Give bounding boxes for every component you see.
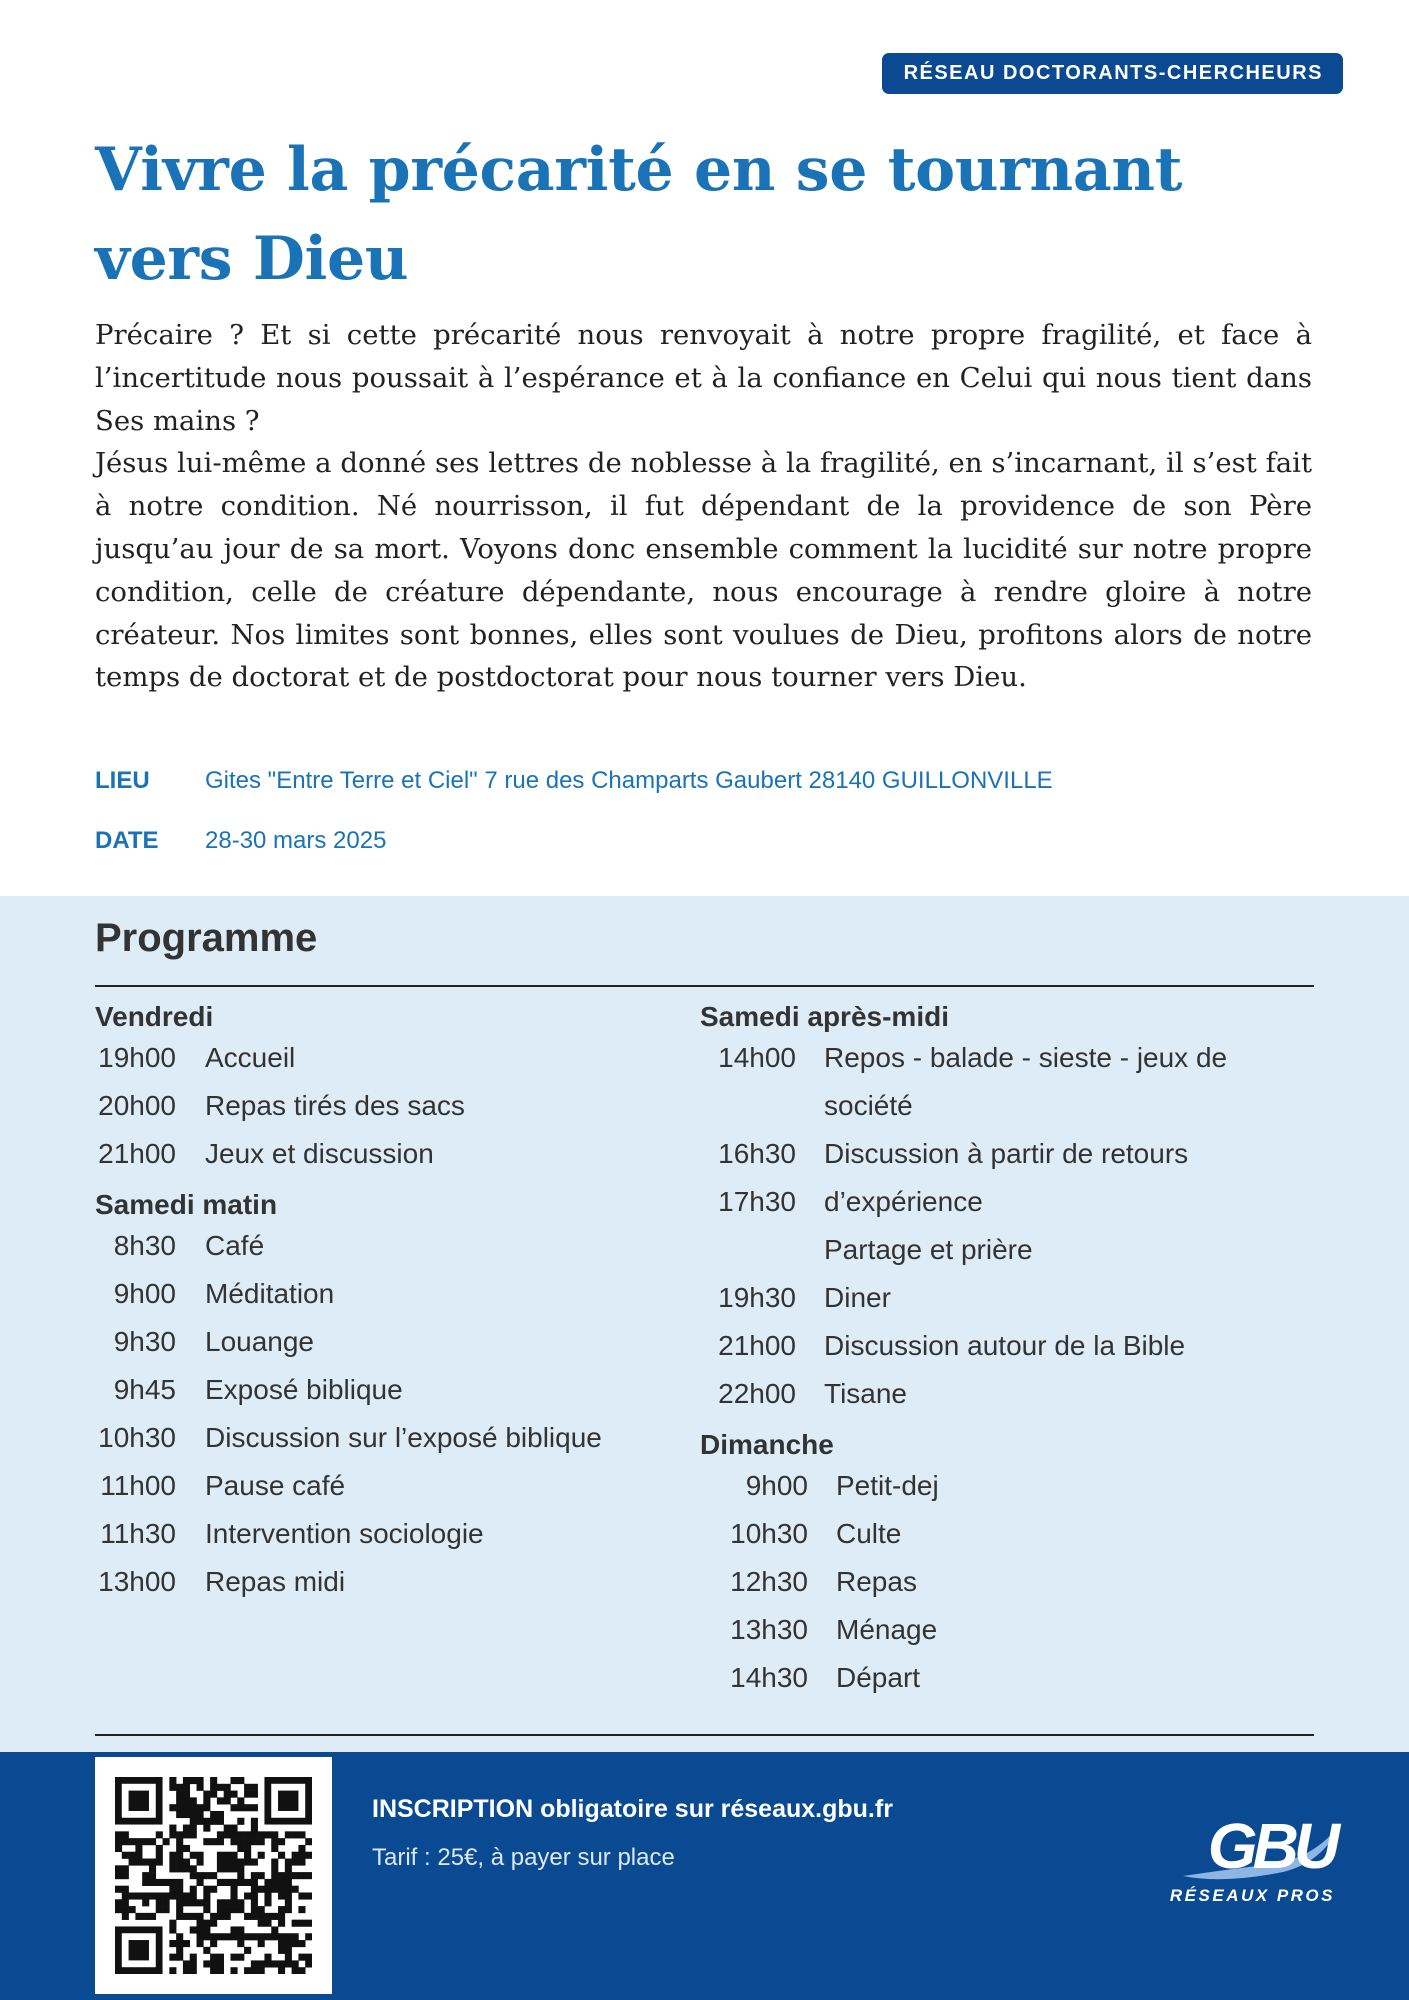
schedule-row (95, 1222, 655, 1270)
programme-bottom-rule (95, 1734, 1314, 1736)
schedule-row (95, 1270, 655, 1318)
schedule-row (700, 1130, 1320, 1178)
programme-section (0, 896, 1409, 1752)
schedule-activity: Repas midi (205, 1566, 346, 1597)
intro-paragraph: Précaire ? Et si cette précarité nous renvoyait à notre propre fragilité, et face à l’incertitude nous poussait à l’espérance et à la confiance en Celui qui nous tient dans Ses mains ? (95, 319, 1312, 437)
schedule-time: 9h45 (113, 1374, 176, 1405)
schedule-time: 8h30 (113, 1230, 176, 1261)
schedule-activity: Pause café (205, 1470, 346, 1501)
schedule-row (700, 1462, 1320, 1510)
schedule-activity: Petit-dej (836, 1470, 939, 1501)
schedule-row (700, 1606, 1320, 1654)
schedule-row (700, 1322, 1320, 1370)
schedule-row (95, 1558, 655, 1606)
schedule-time: 22h00 (718, 1378, 796, 1409)
schedule-row (95, 1366, 655, 1414)
qr-code[interactable] (95, 1757, 332, 1994)
day-heading-samedi-apres-midi: Samedi après-midi (700, 1001, 949, 1032)
schedule-activity: Ménage (836, 1614, 938, 1645)
schedule-time: 12h30 (730, 1566, 808, 1597)
schedule-activity: Repas (836, 1566, 917, 1597)
schedule-time: 19h30 (718, 1282, 796, 1313)
schedule-row (700, 1510, 1320, 1558)
schedule-time: 20h00 (98, 1090, 176, 1121)
schedule-activity: Louange (205, 1326, 315, 1357)
day-items-samedi-apres-midi (700, 1034, 1320, 1418)
schedule-row (95, 1082, 655, 1130)
schedule-row (700, 1370, 1320, 1418)
schedule-activity: Repos - balade - sieste - jeux de (824, 1042, 1228, 1073)
schedule-row (700, 1558, 1320, 1606)
schedule-activity: Diner (824, 1282, 891, 1313)
schedule-time: 21h00 (718, 1330, 796, 1361)
intro-text (95, 314, 1312, 699)
schedule-row (95, 1510, 655, 1558)
schedule-time: 11h30 (100, 1518, 176, 1549)
schedule-row (95, 1414, 655, 1462)
schedule-activity: société (824, 1090, 913, 1121)
schedule-activity: Exposé biblique (205, 1374, 403, 1405)
schedule-activity: Départ (836, 1662, 921, 1693)
footer-banner (0, 1752, 1409, 2000)
schedule-row (700, 1226, 1320, 1274)
schedule-time: 17h30 (718, 1186, 796, 1217)
network-badge: RÉSEAU DOCTORANTS-CHERCHEURS (882, 53, 1343, 94)
gbu-logo (1163, 1806, 1343, 1911)
schedule-activity: Culte (836, 1518, 902, 1549)
schedule-activity: Repas tirés des sacs (205, 1090, 465, 1121)
programme-left-column (95, 1000, 655, 1606)
price-text: Tarif : 25€, à payer sur place (372, 1844, 675, 1871)
schedule-time: 16h30 (718, 1138, 796, 1169)
schedule-row (700, 1034, 1320, 1082)
day-heading-vendredi: Vendredi (95, 1001, 214, 1032)
schedule-time: 13h00 (98, 1566, 176, 1597)
schedule-row (95, 1034, 655, 1082)
schedule-row (95, 1130, 655, 1178)
date-label: DATE (95, 827, 159, 854)
schedule-row (95, 1462, 655, 1510)
schedule-activity: Discussion à partir de retours (824, 1138, 1189, 1169)
schedule-row (700, 1082, 1320, 1130)
programme-top-rule (95, 985, 1314, 987)
page-title: Vivre la précarité en se tournant vers Dieu (95, 135, 1183, 294)
schedule-time: 10h30 (730, 1518, 808, 1549)
programme-title: Programme (95, 916, 318, 960)
day-items-vendredi (95, 1034, 655, 1178)
schedule-row (700, 1274, 1320, 1322)
schedule-activity: Intervention sociologie (205, 1518, 484, 1549)
schedule-activity: Accueil (205, 1042, 296, 1073)
schedule-time: 14h30 (730, 1662, 808, 1693)
schedule-time: 13h30 (730, 1614, 808, 1645)
schedule-activity: Jeux et discussion (205, 1138, 434, 1169)
schedule-time: 14h00 (718, 1042, 796, 1073)
schedule-activity: Discussion sur l’exposé biblique (205, 1422, 602, 1453)
schedule-activity: Discussion autour de la Bible (824, 1330, 1186, 1361)
schedule-activity: Méditation (205, 1278, 335, 1309)
schedule-activity: Partage et prière (824, 1234, 1033, 1265)
schedule-time: 9h00 (113, 1278, 176, 1309)
location-value: Gites "Entre Terre et Ciel" 7 rue des Champarts Gaubert 28140 GUILLONVILLE (205, 767, 1053, 794)
registration-text: INSCRIPTION obligatoire sur réseaux.gbu.fr (372, 1795, 893, 1823)
schedule-time: 21h00 (98, 1138, 176, 1169)
schedule-row (95, 1318, 655, 1366)
schedule-time: 9h00 (745, 1470, 808, 1501)
day-items-dimanche (700, 1462, 1320, 1702)
day-heading-dimanche: Dimanche (700, 1429, 834, 1460)
schedule-time: 9h30 (113, 1326, 176, 1357)
logo-wordmark: GBU (1207, 1810, 1335, 1882)
schedule-activity: Café (205, 1230, 265, 1261)
programme-right-column (700, 1000, 1320, 1702)
schedule-time: 11h00 (100, 1470, 176, 1501)
schedule-activity: d’expérience (824, 1186, 983, 1217)
schedule-row (700, 1178, 1320, 1226)
day-heading-samedi-matin: Samedi matin (95, 1189, 278, 1220)
logo-subtitle: RÉSEAUX PROS (1169, 1886, 1335, 1905)
schedule-row (700, 1654, 1320, 1702)
location-label: LIEU (95, 767, 150, 794)
qr-code-pattern (115, 1777, 312, 1974)
day-items-samedi-matin (95, 1222, 655, 1606)
schedule-time: 19h00 (98, 1042, 176, 1073)
date-value: 28-30 mars 2025 (205, 827, 387, 854)
intro-paragraph: Jésus lui-même a donné ses lettres de noblesse à la fragilité, en s’incarnant, il s’est fait à notre condition. Né nourrisson, il fut dépendant de la providence de son Père jusqu’au jour de sa mort. Voyons donc ensemble comment la lucidité sur notre propre condition, celle de créature dépendante, nous encourage à rendre gloire à notre créateur. Nos limites sont bonnes, elles sont voulues de Dieu, profitons alors de notre temps de doctorat et de postdoctorat pour nous tourner vers Dieu. (95, 447, 1312, 694)
schedule-time: 10h30 (98, 1422, 176, 1453)
schedule-activity: Tisane (824, 1378, 908, 1409)
